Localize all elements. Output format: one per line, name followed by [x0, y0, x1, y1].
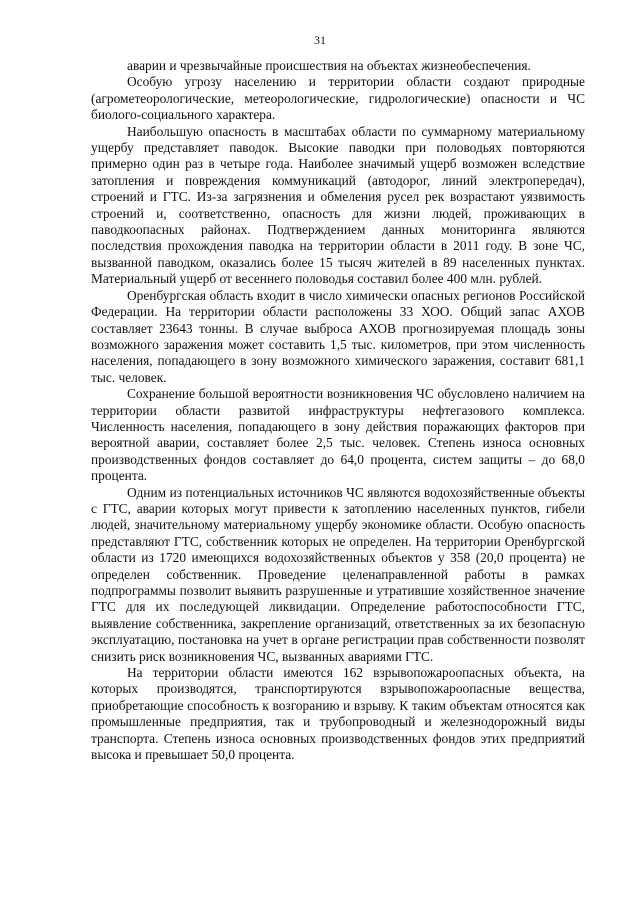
paragraph-oil-gas: Сохранение большой вероятности возникновения ЧС обусловлено наличием на территории области развитой инфраструктуры нефтегазового комплекса. Численность населения, попадающего в зону действия поражающих факторов при вероятной аварии, составляет более 2,5 тыс. человек. Степень износа основных производственных фондов составляет до 64,0 процента, систем защиты – до 68,0 процента.: [91, 386, 585, 484]
paragraph-explosive-objects: На территории области имеются 162 взрывопожароопасных объекта, на которых производятся, транспортируются взрывопожароопасные вещества, приобретающие способность к возгоранию и взрыву. К таким объектам относятся как промышленные предприятия, так и трубопроводный и железнодорожный виды транспорта. Степень износа основных производственных фондов этих предприятий высока и превышает 50,0 процента.: [91, 665, 585, 763]
paragraph-continuation: аварии и чрезвычайные происшествия на объектах жизнеобеспечения.: [127, 58, 531, 73]
paragraph-chemical-hazards: Оренбургская область входит в число химически опасных регионов Российской Федерации. На территории области расположены 33 ХОО. Общий запас АХОВ составляет 23643 тонны. В случае выброса АХОВ прогнозируемая площадь зоны возможного заражения может составить 1,5 тыс. километров, при этом численность населения, попадающего в зону возможного химического заражения, составит 681,1 тыс. человек.: [91, 287, 585, 385]
page-number: 31: [314, 33, 326, 47]
paragraph-hydraulic-structures: Одним из потенциальных источников ЧС являются водохозяйственные объекты с ГТС, аварии которых могут привести к затоплению населенных пунктов, гибели людей, значительному материальному ущербу экономике области. Особую опасность представляют ГТС, собственник которых не определен. На территории Оренбургской области из 1720 имеющихся водохозяйственных объектов у 358 (20,0 процента) не определен собственник. Проведение целенаправленной работы в рамках подпрограммы позволит выявить разрушенные и утратившие хозяйственное значение ГТС для их последующей ликвидации. Определение работоспособности ГТС, выявление собственника, закрепление организаций, ответственных за их безопасную эксплуатацию, постановка на учет в органе регистрации прав собственности позволят снизить риск возникновения ЧС, вызванных авариями ГТС.: [91, 484, 585, 664]
paragraph-flood: Наибольшую опасность в масштабах области по суммарному материальному ущербу представляет паводок. Высокие паводки при половодьях повторяются примерно один раз в четыре года. Наиболее значимый ущерб возможен вследствие затопления и повреждения коммуникаций (автодорог, линий электропередач), строений и ГТС. Из-за загрязнения и обмеления русел рек возрастают уязвимость строений и, соответственно, опасность для жизни людей, проживающих в паводкоопасных районах. Подтверждением данных мониторинга являются последствия прохождения паводка на территории области в 2011 году. В зоне ЧС, вызванной паводком, оказались более 15 тысяч жителей в 89 населенных пунктах. Материальный ущерб от весеннего половодья составил более 400 млн. рублей.: [91, 123, 585, 287]
document-body: [91, 58, 585, 763]
paragraph-natural-hazards: Особую угрозу населению и территории области создают природные (агрометеорологические, метеорологические, гидрологические) опасности и ЧС биолого-социального характера.: [91, 74, 585, 123]
